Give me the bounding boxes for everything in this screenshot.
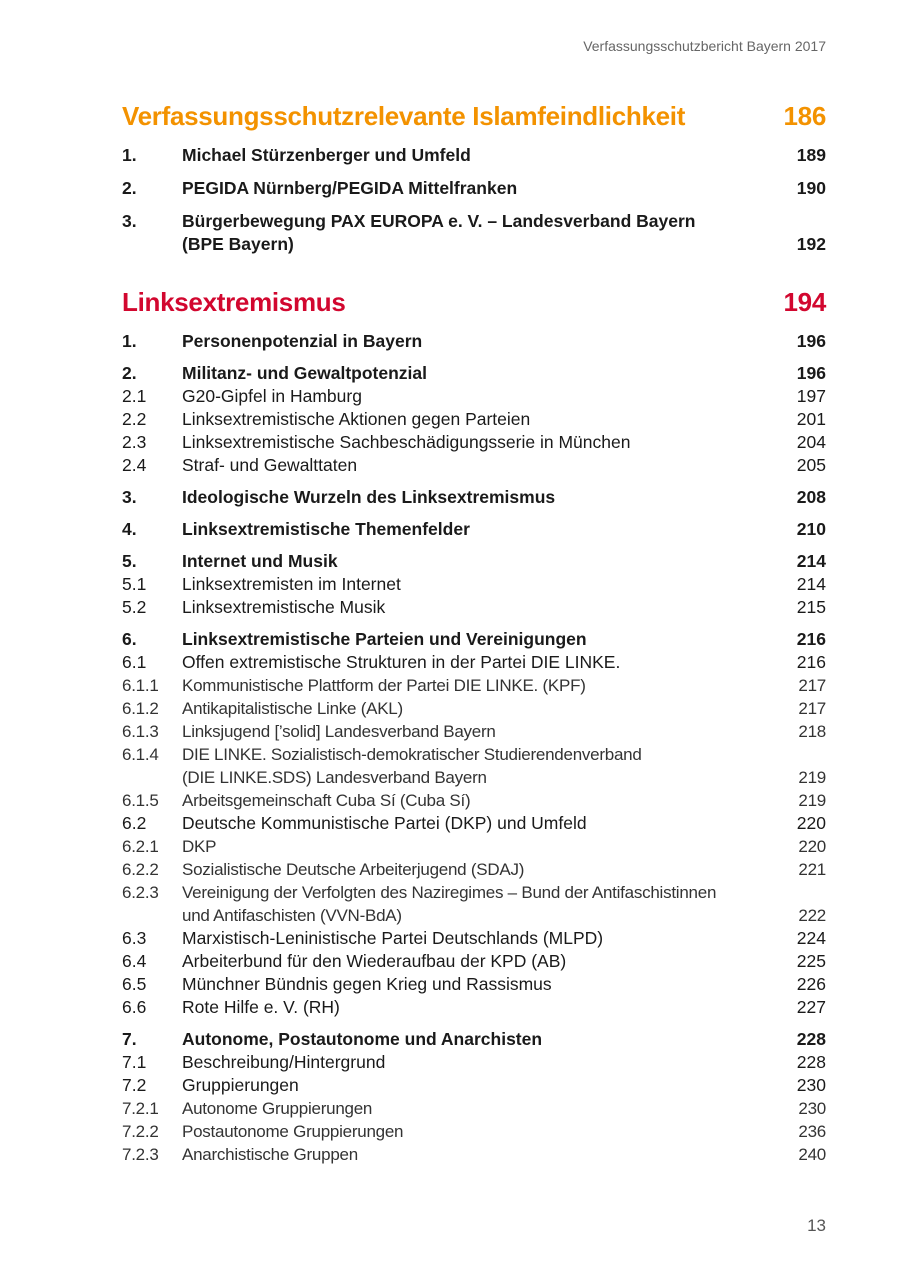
entry-page: 228	[796, 1029, 826, 1049]
entry-page: 221	[798, 860, 826, 879]
toc-entry[interactable]	[122, 408, 826, 431]
section-page: 194	[783, 287, 826, 317]
entry-title	[182, 1051, 776, 1074]
entry-page: 205	[796, 455, 826, 475]
entry-title-line: Linksextremistische Musik	[182, 597, 386, 617]
entry-title	[182, 518, 776, 541]
toc-entry[interactable]	[122, 1051, 826, 1074]
section-page: 186	[783, 101, 826, 131]
entry-number: 6.1.5	[122, 791, 159, 810]
entry-title	[182, 973, 776, 996]
entry-title	[182, 697, 776, 720]
entry-title	[182, 596, 776, 619]
entry-title-line: G20-Gipfel in Hamburg	[182, 386, 362, 406]
section-title: Verfassungsschutzrelevante Islamfeindlichkeit	[122, 101, 686, 131]
entry-title	[182, 385, 776, 408]
entry-title-line: Deutsche Kommunistische Partei (DKP) und Umfeld	[182, 813, 587, 833]
toc-entry[interactable]	[122, 973, 826, 996]
entry-title-line: PEGIDA Nürnberg/PEGIDA Mittelfranken	[182, 178, 518, 198]
entry-title-line: DKP	[182, 837, 217, 856]
toc-group	[122, 330, 826, 353]
entry-title	[182, 789, 776, 812]
toc-group	[122, 177, 826, 200]
toc-entry[interactable]	[122, 144, 826, 167]
entry-title	[182, 881, 776, 927]
entry-number: 7.2	[122, 1075, 147, 1095]
toc-entry[interactable]	[122, 596, 826, 619]
entry-number: 7.	[122, 1029, 137, 1049]
entry-title-line: Marxistisch-Leninistische Partei Deutschlands (MLPD)	[182, 928, 604, 948]
toc-entry[interactable]	[122, 550, 826, 573]
running-head: Verfassungsschutzbericht Bayern 2017	[583, 38, 826, 54]
section-title: Linksextremismus	[122, 287, 346, 317]
entry-number: 2.	[122, 363, 137, 383]
toc-group	[122, 550, 826, 619]
entry-title-line: (BPE Bayern)	[182, 234, 294, 254]
toc-section	[122, 98, 826, 256]
entry-number: 6.2.2	[122, 860, 159, 879]
entry-number: 6.6	[122, 997, 147, 1017]
toc-entry[interactable]	[122, 210, 826, 256]
entry-title-line: Offen extremistische Strukturen in der Partei DIE LINKE.	[182, 652, 621, 672]
entry-title	[182, 177, 776, 200]
toc-entry[interactable]	[122, 835, 826, 858]
entry-number: 5.	[122, 551, 137, 571]
entry-title	[182, 330, 776, 353]
entry-number: 2.4	[122, 455, 147, 475]
entry-page: 219	[798, 768, 826, 787]
entry-title-line: Arbeitsgemeinschaft Cuba Sí (Cuba Sí)	[182, 791, 471, 810]
entry-title-line: Sozialistische Deutsche Arbeiterjugend (SDAJ)	[182, 860, 525, 879]
entry-page: 219	[798, 791, 826, 810]
entry-page: 224	[796, 928, 826, 948]
table-of-contents	[122, 98, 826, 1194]
toc-entry[interactable]	[122, 177, 826, 200]
entry-page: 189	[796, 145, 826, 165]
entry-title	[182, 927, 776, 950]
entry-page: 215	[796, 597, 826, 617]
entry-title-line: Vereinigung der Verfolgten des Naziregimes – Bund der Antifaschistinnen	[182, 883, 717, 902]
section-heading	[122, 284, 826, 320]
entry-title	[182, 1143, 776, 1166]
entry-title-line: Münchner Bündnis gegen Krieg und Rassismus	[182, 974, 552, 994]
entry-title-line: (DIE LINKE.SDS) Landesverband Bayern	[182, 768, 487, 787]
entry-number: 1.	[122, 145, 137, 165]
entry-page: 230	[796, 1075, 826, 1095]
entry-page: 214	[796, 574, 826, 594]
entry-title	[182, 362, 776, 385]
toc-section	[122, 284, 826, 1166]
toc-entry[interactable]	[122, 996, 826, 1019]
entry-page: 226	[796, 974, 826, 994]
entry-page: 218	[798, 722, 826, 741]
entry-page: 230	[798, 1099, 826, 1118]
toc-group	[122, 628, 826, 1019]
toc-group	[122, 362, 826, 477]
entry-title	[182, 550, 776, 573]
entry-title	[182, 858, 776, 881]
entry-number: 2.3	[122, 432, 147, 452]
entry-number: 6.1.1	[122, 676, 159, 695]
toc-entry[interactable]	[122, 486, 826, 509]
toc-entry[interactable]	[122, 1028, 826, 1051]
entry-title	[182, 144, 776, 167]
toc-entry[interactable]	[122, 1120, 826, 1143]
entry-number: 7.2.1	[122, 1099, 159, 1118]
entry-page: 240	[798, 1145, 826, 1164]
entry-title	[182, 431, 776, 454]
toc-entry[interactable]	[122, 697, 826, 720]
entry-number: 6.2.3	[122, 883, 159, 902]
toc-entry[interactable]	[122, 330, 826, 353]
entry-page: 220	[796, 813, 826, 833]
entry-page: 225	[796, 951, 826, 971]
entry-title	[182, 628, 776, 651]
entry-number: 2.	[122, 178, 137, 198]
entry-title-line: Postautonome Gruppierungen	[182, 1122, 404, 1141]
toc-entry[interactable]	[122, 1097, 826, 1120]
entry-number: 3.	[122, 487, 137, 507]
entry-page: 192	[796, 234, 826, 254]
entry-page: 201	[796, 409, 826, 429]
toc-group	[122, 486, 826, 509]
entry-page: 196	[796, 331, 826, 351]
entry-title	[182, 950, 776, 973]
entry-title-line: Autonome Gruppierungen	[182, 1099, 373, 1118]
entry-title-line: Linksextremistische Parteien und Vereinigungen	[182, 629, 587, 649]
toc-group	[122, 210, 826, 256]
entry-title-line: Autonome, Postautonome und Anarchisten	[182, 1029, 543, 1049]
entry-title	[182, 486, 776, 509]
entry-number: 7.2.3	[122, 1145, 159, 1164]
entry-title-line: Antikapitalistische Linke (AKL)	[182, 699, 403, 718]
entry-title	[182, 1028, 776, 1051]
toc-entry[interactable]	[122, 454, 826, 477]
entry-page: 210	[796, 519, 826, 539]
entry-page: 220	[798, 837, 826, 856]
toc-entry[interactable]	[122, 385, 826, 408]
entry-page: 222	[798, 906, 826, 925]
entry-title-line: Linksextremistische Sachbeschädigungsserie in München	[182, 432, 631, 452]
entry-page: 190	[796, 178, 826, 198]
entry-page: 227	[796, 997, 826, 1017]
entry-page: 204	[796, 432, 826, 452]
entry-title-line: Beschreibung/Hintergrund	[182, 1052, 386, 1072]
entry-page: 236	[798, 1122, 826, 1141]
toc-entry[interactable]	[122, 720, 826, 743]
entry-number: 6.1.3	[122, 722, 159, 741]
entry-title-line: Rote Hilfe e. V. (RH)	[182, 997, 340, 1017]
entry-number: 3.	[122, 211, 137, 231]
entry-title-line: Kommunistische Plattform der Partei DIE LINKE. (KPF)	[182, 676, 586, 695]
entry-title	[182, 720, 776, 743]
toc-group	[122, 1028, 826, 1166]
page-number: 13	[807, 1216, 826, 1235]
entry-title	[182, 573, 776, 596]
toc-entry[interactable]	[122, 743, 826, 789]
entry-number: 1.	[122, 331, 137, 351]
entry-number: 5.1	[122, 574, 147, 594]
entry-title	[182, 835, 776, 858]
entry-number: 6.1.2	[122, 699, 159, 718]
entry-number: 2.1	[122, 386, 147, 406]
entry-number: 6.1.4	[122, 745, 159, 764]
entry-title	[182, 743, 776, 789]
toc-entry[interactable]	[122, 950, 826, 973]
entry-number: 7.2.2	[122, 1122, 159, 1141]
toc-entry[interactable]	[122, 881, 826, 927]
entry-title-line: Militanz- und Gewaltpotenzial	[182, 363, 427, 383]
entry-title	[182, 408, 776, 431]
entry-number: 6.5	[122, 974, 147, 994]
entry-title	[182, 651, 776, 674]
entry-page: 214	[796, 551, 826, 571]
entry-number: 6.2	[122, 813, 147, 833]
entry-title	[182, 210, 776, 256]
entry-title	[182, 1120, 776, 1143]
toc-entry[interactable]	[122, 431, 826, 454]
entry-title-line: Michael Stürzenberger und Umfeld	[182, 145, 471, 165]
toc-group	[122, 144, 826, 167]
entry-page: 196	[796, 363, 826, 383]
entry-number: 6.4	[122, 951, 147, 971]
entry-page: 217	[798, 699, 826, 718]
entry-title-line: Anarchistische Gruppen	[182, 1145, 358, 1164]
entry-title-line: Personenpotenzial in Bayern	[182, 331, 423, 351]
entry-title-line: und Antifaschisten (VVN-BdA)	[182, 906, 402, 925]
entry-title-line: Bürgerbewegung PAX EUROPA e. V. – Landesverband Bayern	[182, 211, 696, 231]
entry-page: 216	[796, 629, 826, 649]
entry-number: 6.3	[122, 928, 147, 948]
entry-number: 6.1	[122, 652, 147, 672]
toc-entry[interactable]	[122, 812, 826, 835]
toc-group	[122, 518, 826, 541]
entry-title	[182, 1074, 776, 1097]
entry-number: 2.2	[122, 409, 147, 429]
entry-title-line: Linksjugend [’solid] Landesverband Bayern	[182, 722, 496, 741]
toc-entry[interactable]	[122, 927, 826, 950]
entry-title-line: Linksextremisten im Internet	[182, 574, 401, 594]
entry-page: 216	[796, 652, 826, 672]
toc-entry[interactable]	[122, 674, 826, 697]
entry-number: 6.	[122, 629, 137, 649]
toc-entry[interactable]	[122, 651, 826, 674]
section-heading	[122, 98, 826, 134]
entry-title-line: Straf- und Gewalttaten	[182, 455, 358, 475]
toc-entry[interactable]	[122, 858, 826, 881]
toc-entry[interactable]	[122, 573, 826, 596]
toc-entry[interactable]	[122, 362, 826, 385]
entry-number: 6.2.1	[122, 837, 159, 856]
entry-title	[182, 1097, 776, 1120]
entry-page: 217	[798, 676, 826, 695]
entry-number: 5.2	[122, 597, 147, 617]
toc-entry[interactable]	[122, 628, 826, 651]
entry-title-line: DIE LINKE. Sozialistisch-demokratischer Studierendenverband	[182, 745, 642, 764]
entry-page: 228	[796, 1052, 826, 1072]
toc-entry[interactable]	[122, 1143, 826, 1166]
entry-title-line: Arbeiterbund für den Wiederaufbau der KPD (AB)	[182, 951, 567, 971]
entry-title	[182, 454, 776, 477]
entry-title	[182, 674, 776, 697]
entry-title-line: Ideologische Wurzeln des Linksextremismus	[182, 487, 556, 507]
entry-title	[182, 996, 776, 1019]
entry-page: 208	[796, 487, 826, 507]
toc-entry[interactable]	[122, 518, 826, 541]
entry-number: 4.	[122, 519, 137, 539]
entry-number: 7.1	[122, 1052, 147, 1072]
entry-title-line: Gruppierungen	[182, 1075, 299, 1095]
entry-title-line: Linksextremistische Aktionen gegen Parteien	[182, 409, 531, 429]
entry-page: 197	[796, 386, 826, 406]
entry-title-line: Linksextremistische Themenfelder	[182, 519, 470, 539]
entry-title	[182, 812, 776, 835]
entry-title-line: Internet und Musik	[182, 551, 338, 571]
toc-entry[interactable]	[122, 1074, 826, 1097]
toc-entry[interactable]	[122, 789, 826, 812]
